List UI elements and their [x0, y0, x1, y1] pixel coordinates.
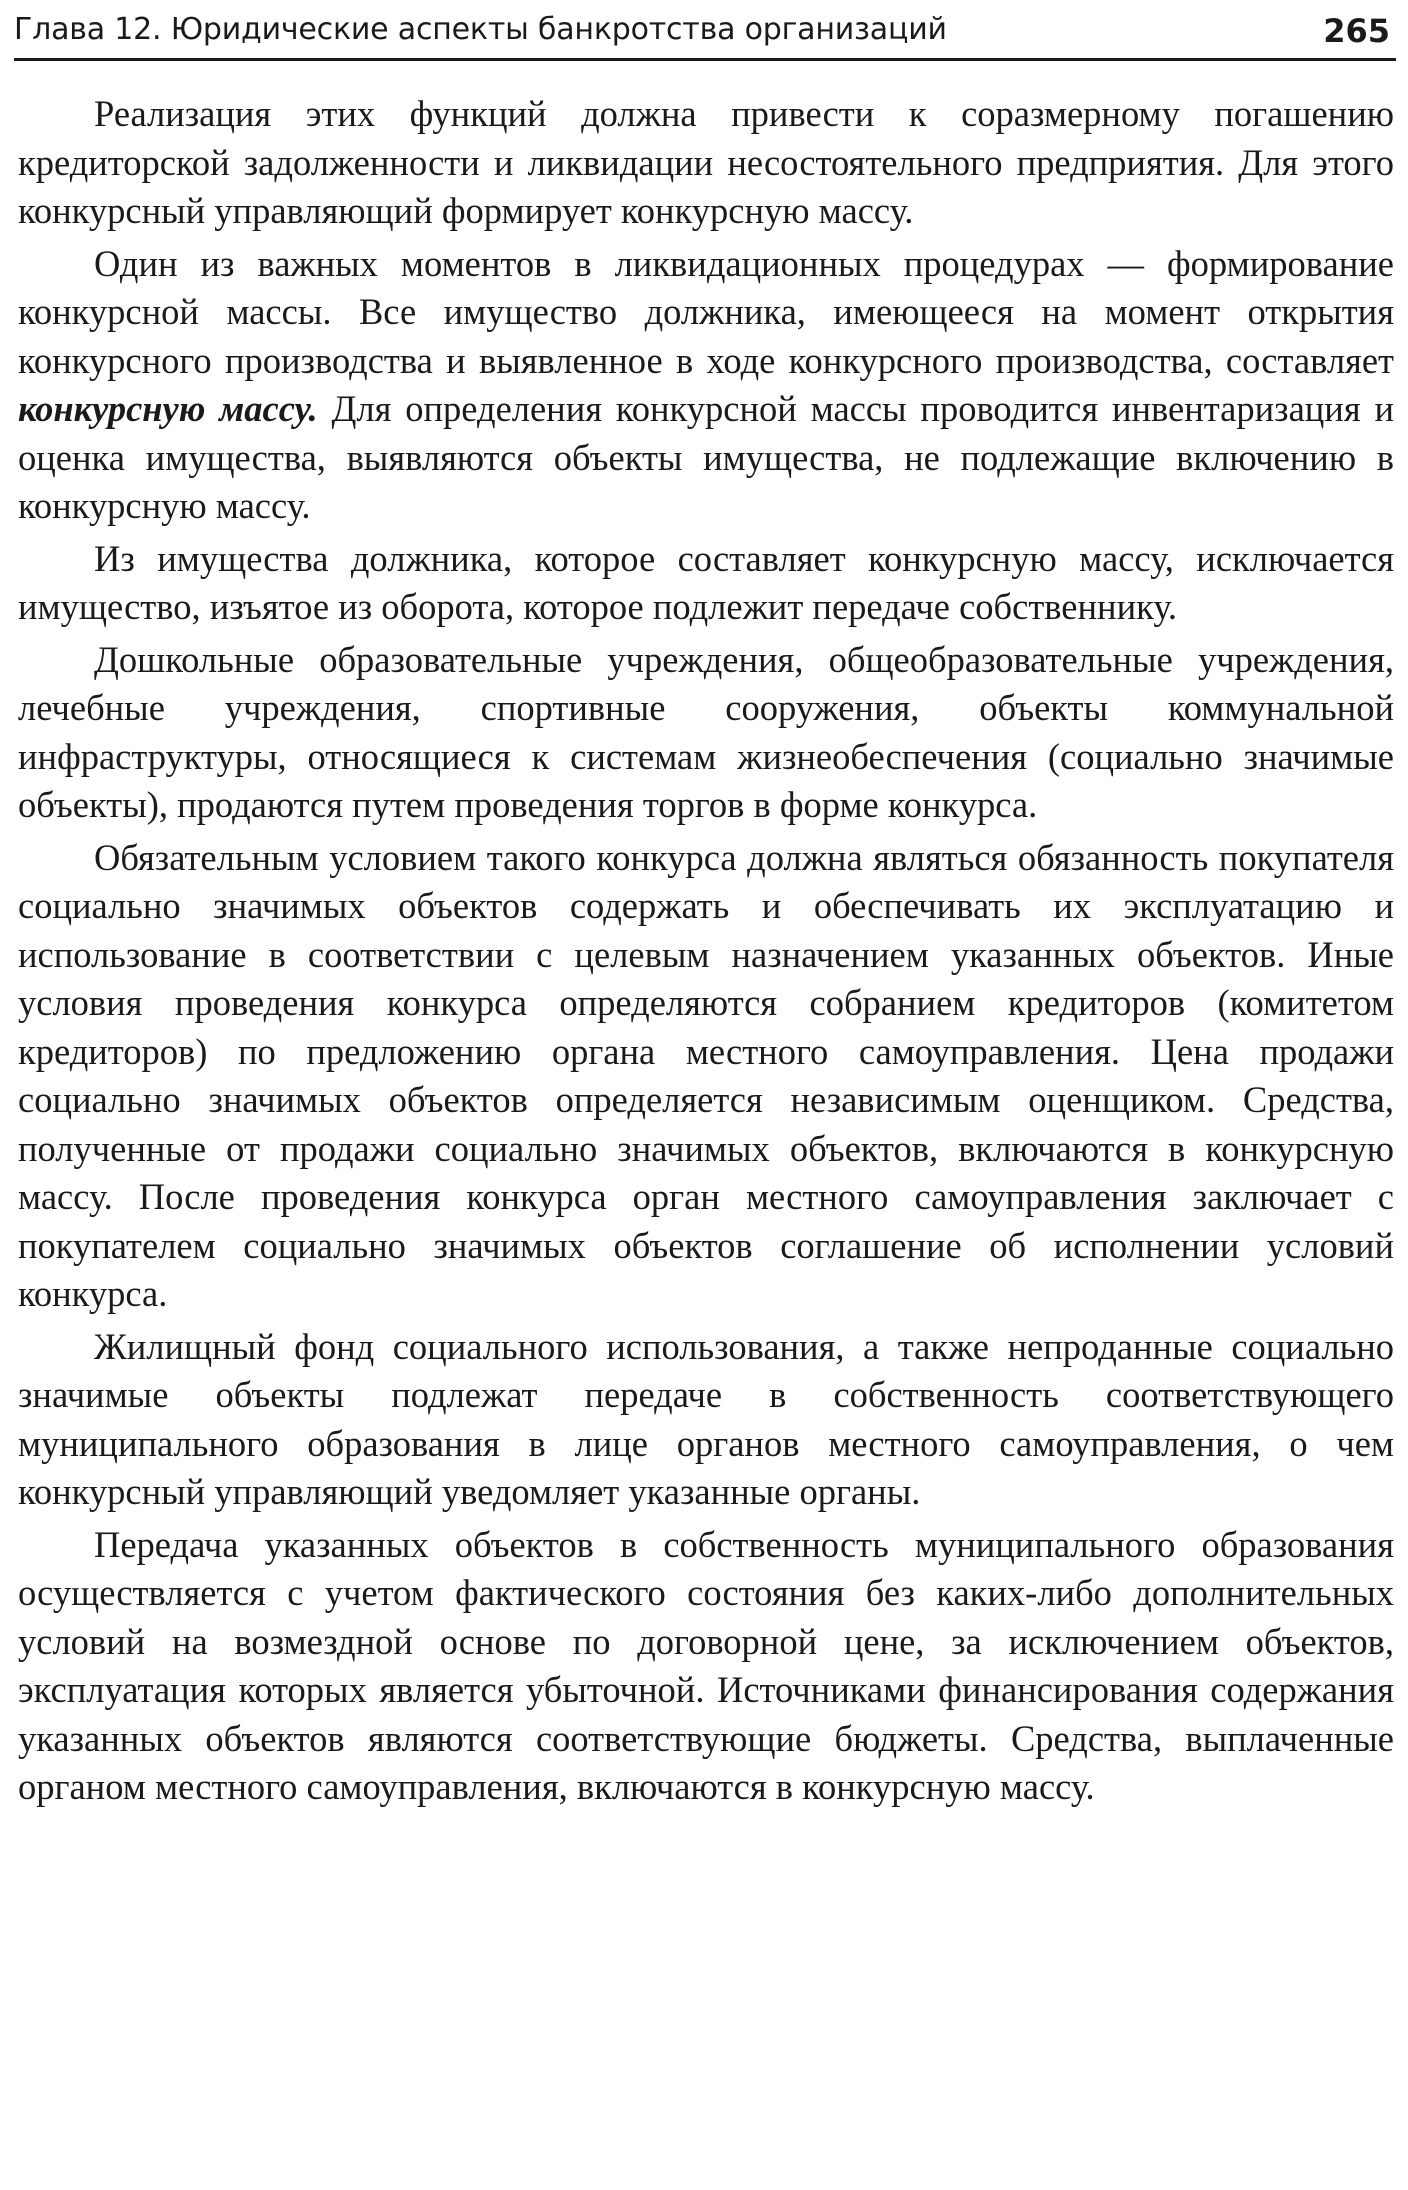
paragraph-6: Жилищный фонд социального использования, а также непроданные социально значимые объекты подлежат передаче в собственность соответствующего муниципального образования в лице органов местного самоуправления, о чем конкурсный управляющий уведомляет указанные органы. [18, 1325, 1394, 1512]
paragraph-2 [18, 240, 1394, 531]
chapter-title: Глава 12. Юридические аспекты банкротства организаций [14, 12, 947, 47]
paragraph-2-part-2: Для определения конкурсной массы проводится инвентаризация и оценка имущества, выявляются объекты имущества, не подлежащие включению в конкурсную массу. [18, 388, 1394, 526]
body-text [18, 90, 1394, 1812]
page-number: 265 [1323, 12, 1390, 50]
paragraph-2-part-1: Один из важных моментов в ликвидационных процедурах — формирование конкурсной массы. Все имущество должника, имеющееся на момент открытия конкурсного производства и выявленное в ходе конкурсного производства, составляет [18, 242, 1394, 381]
paragraph-1: Реализация этих функций должна привести к соразмерному погашению кредиторской задолженности и ликвидации несостоятельного предприятия. Для этого конкурсный управляющий формирует конкурсную массу. [18, 93, 1394, 231]
running-header [14, 10, 1396, 61]
paragraph-4: Дошкольные образовательные учреждения, общеобразовательные учреждения, лечебные учреждения, спортивные сооружения, объекты коммунальной инфраструктуры, относящиеся к системам жизнеобеспечения (социально значимые объекты), продаются путем проведения торгов в форме конкурса. [18, 638, 1394, 825]
emphasized-term: конкурсную массу. [18, 388, 318, 429]
paragraph-3: Из имущества должника, которое составляет конкурсную массу, исключается имущество, изъятое из оборота, которое подлежит передаче собственнику. [18, 537, 1394, 627]
paragraph-5: Обязательным условием такого конкурса должна являться обязанность покупателя социально значимых объектов содержать и обеспечивать их эксплуатацию и использование в соответствии с целевым назначением указанных объектов. Иные условия проведения конкурса определяются собранием кредиторов (комитетом кредиторов) по предложению органа местного самоуправления. Цена продажи социально значимых объектов определяется независимым оценщиком. Средства, полученные от продажи социально значимых объектов, включаются в конкурсную массу. После проведения конкурса орган местного самоуправления заключает с покупателем социально значимых объектов соглашение об исполнении условий конкурса. [18, 836, 1394, 1314]
paragraph-7: Передача указанных объектов в собственность муниципального образования осуществляется с учетом фактического состояния без каких-либо дополнительных условий на возмездной основе по договорной цене, за исключением объектов, эксплуатация которых является убыточной. Источниками финансирования содержания указанных объектов являются соответствующие бюджеты. Средства, выплаченные органом местного самоуправления, включаются в конкурсную массу. [18, 1523, 1394, 1807]
